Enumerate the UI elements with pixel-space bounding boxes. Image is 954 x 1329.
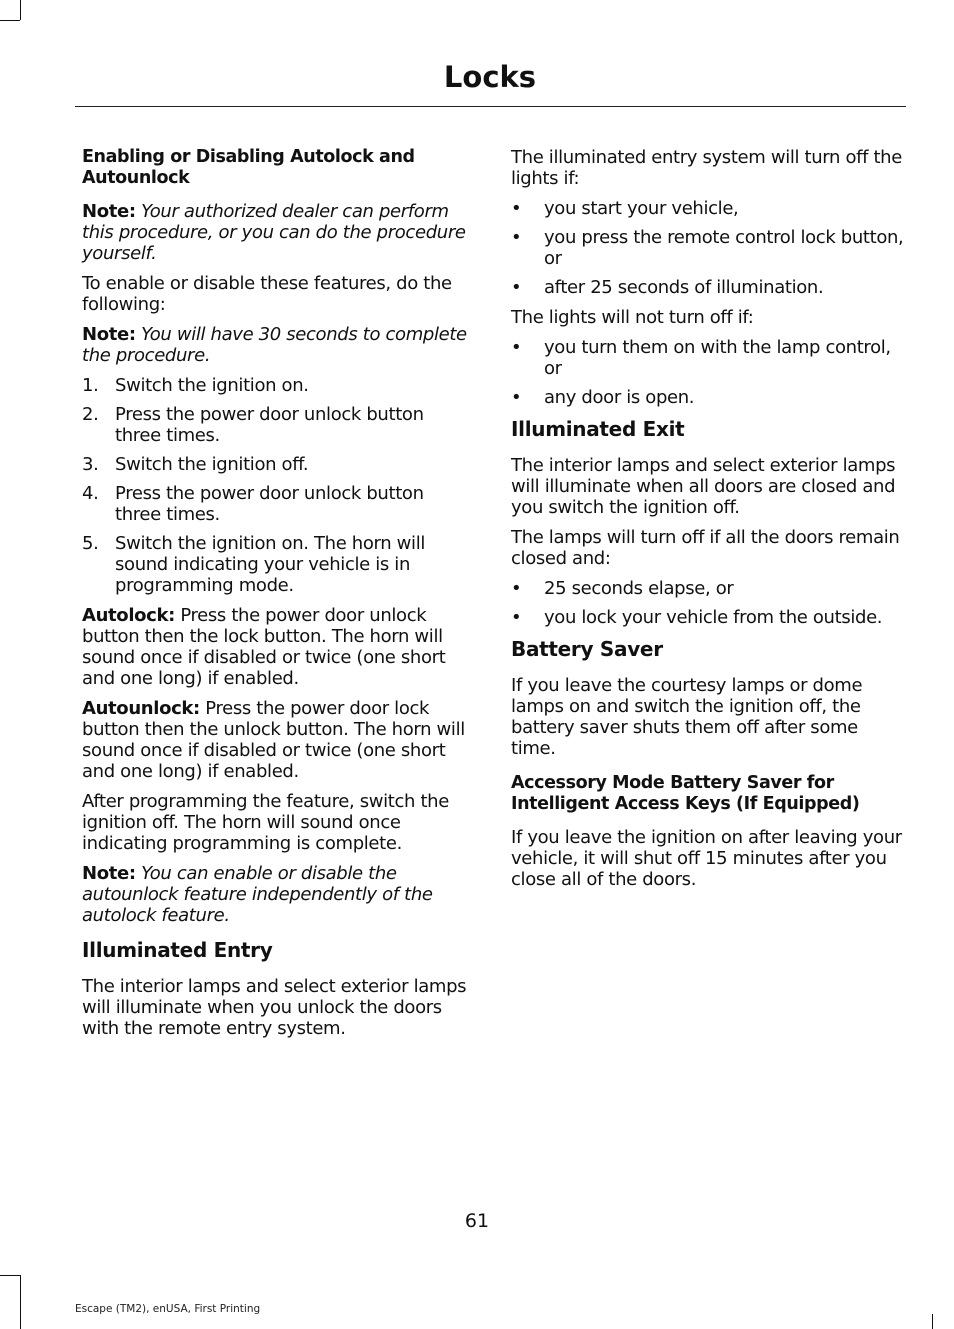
- step-number: 4.: [82, 483, 99, 504]
- list-item: [511, 227, 906, 269]
- step-number: 5.: [82, 533, 99, 554]
- section-subheading: Enabling or Disabling Autolock and Autounlock: [82, 147, 415, 188]
- list-item: [82, 404, 474, 446]
- list-item: [511, 607, 906, 628]
- not-turn-off-intro: The lights will not turn off if:: [511, 307, 754, 328]
- footer-text: Escape (TM2), enUSA, First Printing: [75, 1303, 261, 1315]
- bullet-icon: •: [511, 387, 522, 408]
- intro-paragraph: To enable or disable these features, do the following:: [82, 273, 452, 315]
- crop-mark: [20, 0, 21, 20]
- bullet-icon: •: [511, 227, 522, 248]
- section-heading: Illuminated Entry: [82, 938, 273, 962]
- title-divider: [75, 106, 906, 107]
- list-item: [82, 533, 474, 596]
- step-text: Press the power door unlock button three times.: [115, 404, 424, 446]
- list-item: [82, 375, 474, 396]
- note: [82, 201, 474, 264]
- list-item-text: you start your vehicle,: [544, 198, 739, 219]
- note-label: Note:: [82, 324, 136, 345]
- list-item: [82, 454, 474, 475]
- page-title: Locks: [443, 60, 537, 94]
- procedure-steps: [82, 375, 474, 596]
- step-number: 3.: [82, 454, 99, 475]
- crop-mark: [20, 1314, 21, 1329]
- note-text: You will have 30 seconds to complete the procedure.: [82, 324, 467, 366]
- note-label: Note:: [82, 863, 136, 884]
- right-column: [511, 147, 906, 899]
- section-heading: Illuminated Exit: [511, 417, 685, 441]
- list-item: [511, 337, 906, 379]
- list-item-text: you press the remote control lock button, or: [544, 227, 904, 269]
- crop-mark: [0, 1275, 20, 1276]
- bullet-icon: •: [511, 578, 522, 599]
- step-number: 2.: [82, 404, 99, 425]
- section-heading: Battery Saver: [511, 637, 663, 661]
- autolock-label: Autolock:: [82, 605, 175, 626]
- bullet-list: [511, 337, 906, 408]
- note-text: You can enable or disable the autounlock feature independently of the autolock feature.: [82, 863, 433, 926]
- left-column: [82, 147, 474, 1048]
- crop-mark: [932, 1314, 933, 1329]
- illuminated-exit-paragraph: The interior lamps and select exterior lamps will illuminate when all doors are closed and you switch the ignition off.: [511, 455, 896, 518]
- list-item: [82, 483, 474, 525]
- bullet-icon: •: [511, 337, 522, 358]
- autolock-text: Press the power door unlock button then the lock button. The horn will sound once if disabled or twice (one short and one long) if enabled.: [82, 605, 446, 689]
- autounlock-text: Press the power door lock button then the unlock button. The horn will sound once if disabled or twice (one short and one long) if enabled.: [82, 698, 465, 782]
- bullet-list: [511, 198, 906, 298]
- bullet-list: [511, 578, 906, 628]
- list-item-text: you turn them on with the lamp control, or: [544, 337, 891, 379]
- note: [82, 324, 474, 366]
- crop-mark: [0, 20, 20, 21]
- lamps-turn-off-paragraph: The lamps will turn off if all the doors remain closed and:: [511, 527, 900, 569]
- list-item-text: you lock your vehicle from the outside.: [544, 607, 883, 628]
- list-item-text: 25 seconds elapse, or: [544, 578, 734, 599]
- list-item-text: after 25 seconds of illumination.: [544, 277, 824, 298]
- note-text: Your authorized dealer can perform this procedure, or you can do the procedure yourself.: [82, 201, 466, 264]
- step-number: 1.: [82, 375, 99, 396]
- note-label: Note:: [82, 201, 136, 222]
- bullet-icon: •: [511, 607, 522, 628]
- turn-off-intro: The illuminated entry system will turn off the lights if:: [511, 147, 902, 189]
- list-item-text: any door is open.: [544, 387, 695, 408]
- note: [82, 863, 474, 926]
- bullet-icon: •: [511, 277, 522, 298]
- autolock-paragraph: [82, 605, 474, 689]
- list-item: [511, 198, 906, 219]
- after-programming-paragraph: After programming the feature, switch the ignition off. The horn will sound once indicating programming is complete.: [82, 791, 449, 854]
- list-item: [511, 578, 906, 599]
- accessory-mode-paragraph: If you leave the ignition on after leaving your vehicle, it will shut off 15 minutes after you close all of the doors.: [511, 827, 902, 890]
- step-text: Switch the ignition on.: [115, 375, 309, 396]
- list-item: [511, 277, 906, 298]
- list-item: [511, 387, 906, 408]
- illuminated-entry-paragraph: The interior lamps and select exterior lamps will illuminate when you unlock the doors with the remote entry system.: [82, 976, 467, 1039]
- autounlock-paragraph: [82, 698, 474, 782]
- autounlock-label: Autounlock:: [82, 698, 200, 719]
- bullet-icon: •: [511, 198, 522, 219]
- page-number: 61: [464, 1210, 490, 1232]
- step-text: Switch the ignition on. The horn will sound indicating your vehicle is in programming mode.: [115, 533, 426, 596]
- battery-saver-paragraph: If you leave the courtesy lamps or dome lamps on and switch the ignition off, the battery saver shuts them off after some time.: [511, 675, 863, 759]
- step-text: Press the power door unlock button three times.: [115, 483, 424, 525]
- section-subheading: Accessory Mode Battery Saver for Intelligent Access Keys (If Equipped): [511, 773, 860, 814]
- step-text: Switch the ignition off.: [115, 454, 309, 475]
